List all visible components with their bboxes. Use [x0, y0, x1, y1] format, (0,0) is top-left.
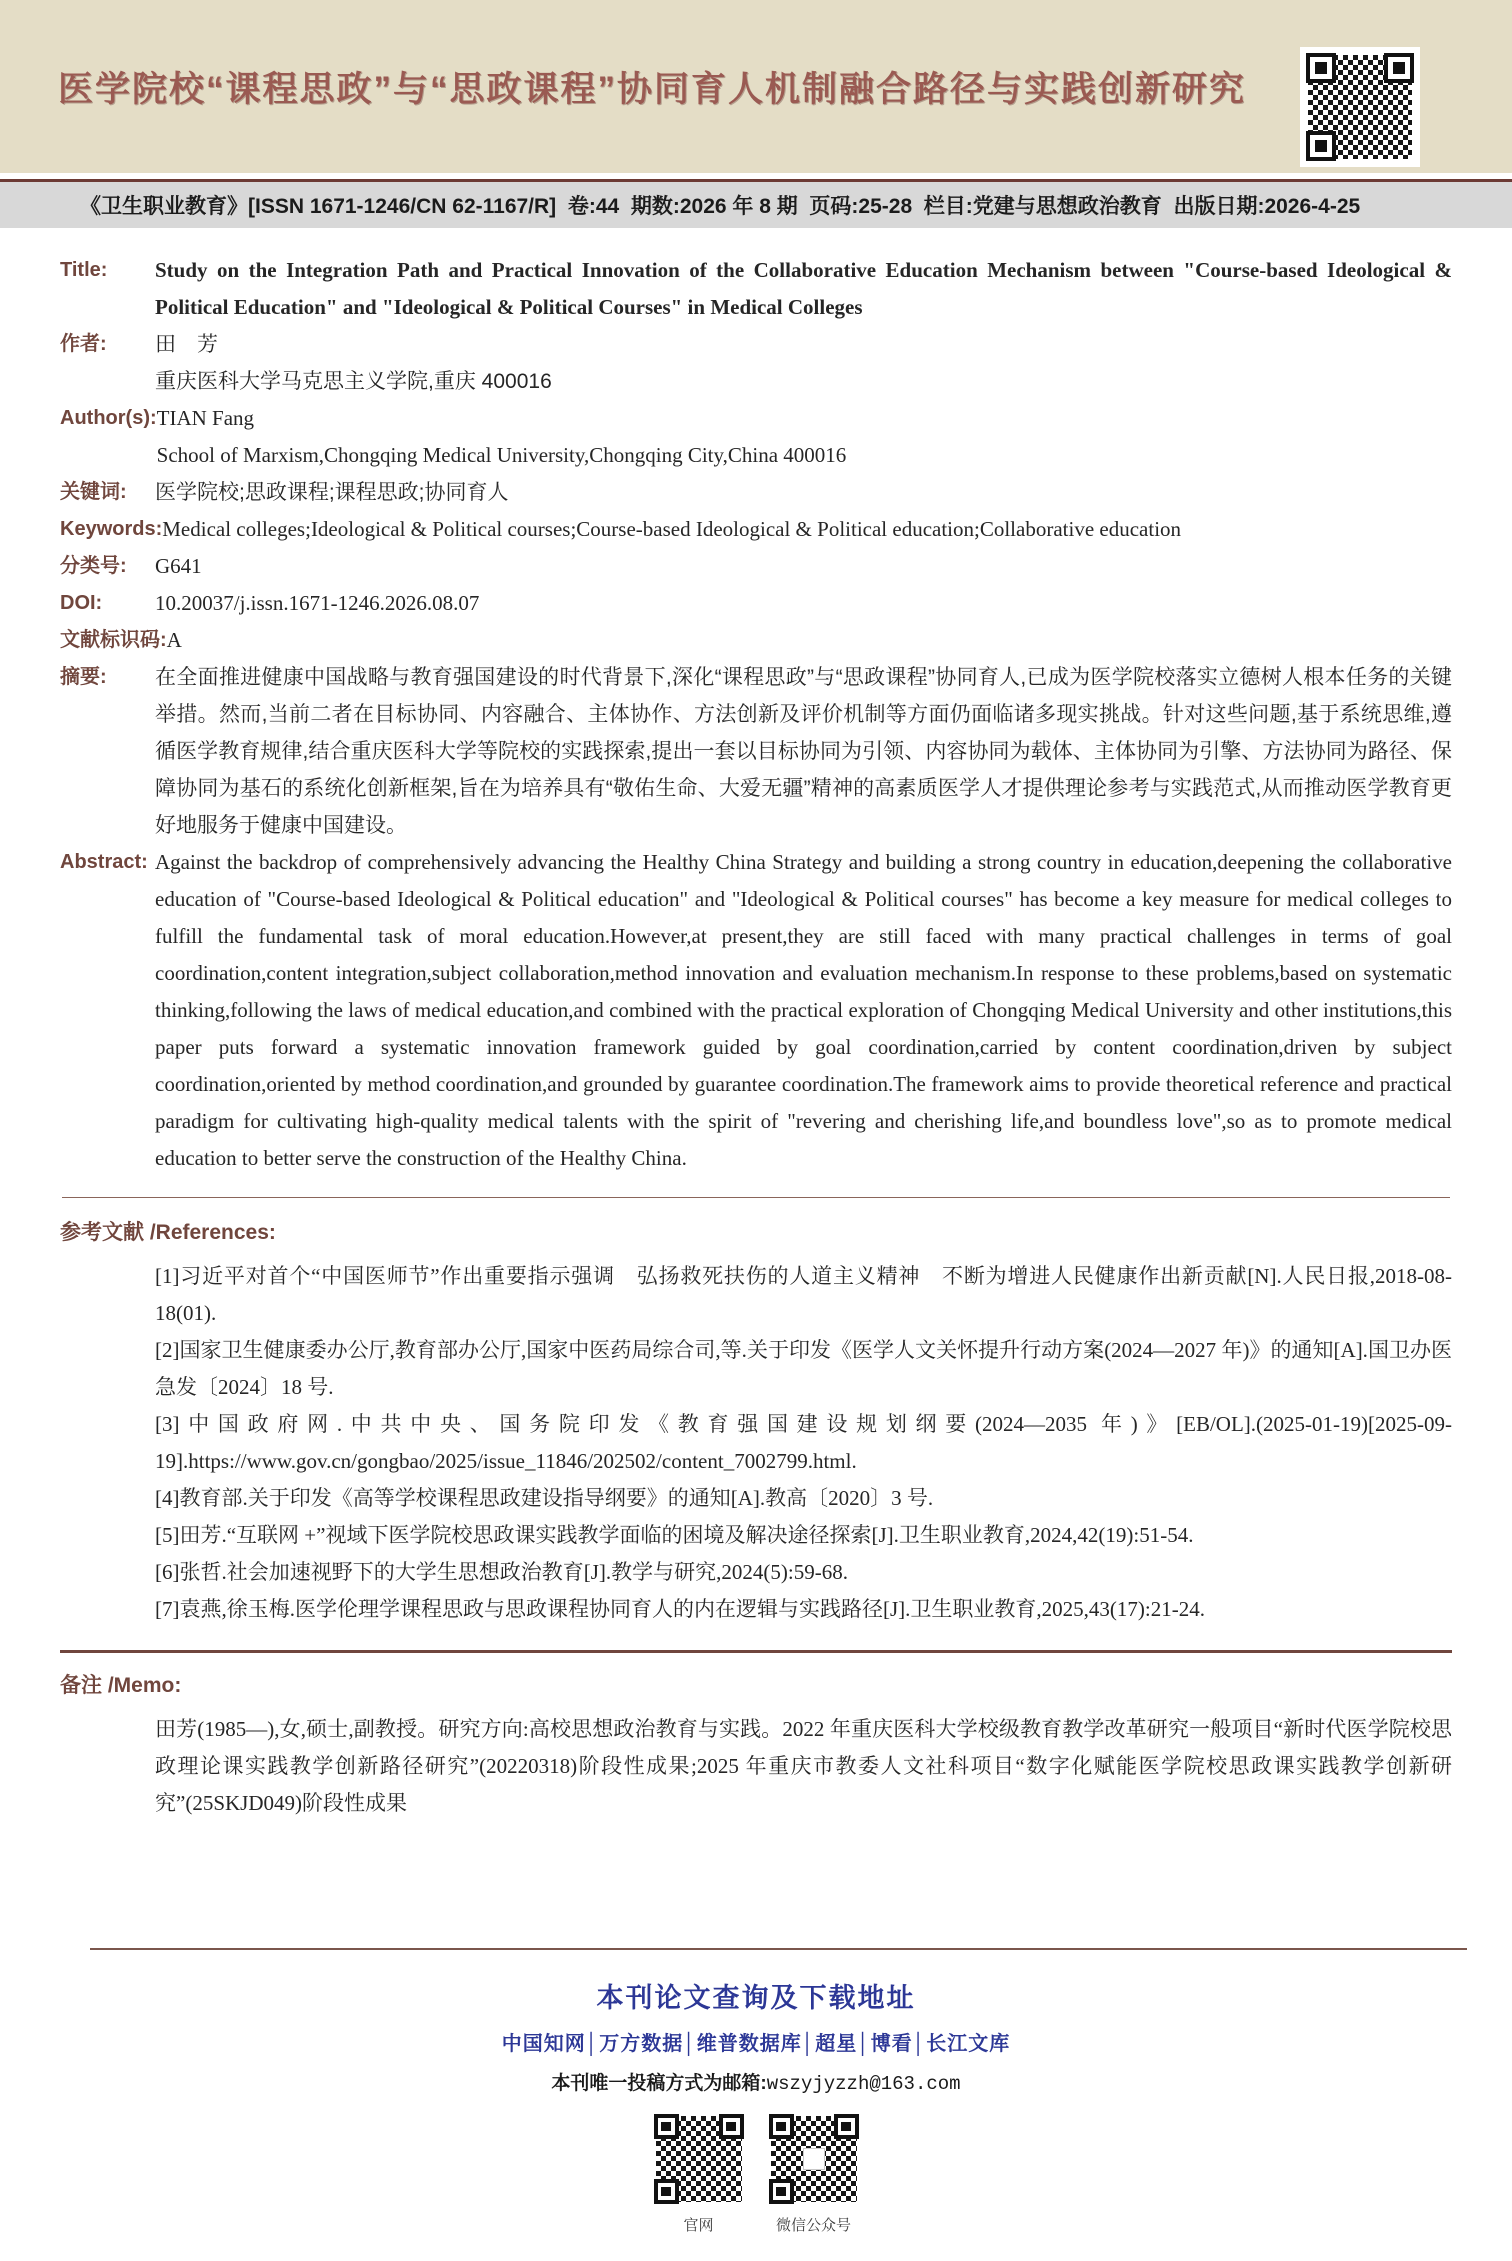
memo-text: 田芳(1985—),女,硕士,副教授。研究方向:高校思想政治教育与实践。2022 年重庆医科大学校级教育教学改革研究一般项目“新时代医学院校思政理论课实践教学创新路径研究”(20220318)阶段性成果;2025 年重庆市教委人文社科项目“数字化赋能医学院校思政课实践教学创新研究”(25SKJD049)阶段性成果	[155, 1717, 1452, 1815]
field-label: Title:	[60, 259, 108, 281]
footer-qr-row	[0, 2109, 1512, 2235]
field-clc	[60, 548, 1452, 585]
field-value: 10.20037/j.issn.1671-1246.2026.08.07	[155, 591, 480, 615]
field-label: 文献标识码:	[60, 629, 167, 651]
field-label: 作者:	[60, 333, 107, 355]
article-qr-code	[1300, 47, 1420, 167]
memo-header: 备注 /Memo:	[60, 1674, 182, 1697]
field-label: 摘要:	[60, 666, 107, 688]
footer-email-prefix: 本刊唯一投稿方式为邮箱:	[551, 2073, 767, 2094]
header	[0, 0, 1512, 173]
wechat-qr-code	[764, 2109, 864, 2209]
article-title-zh: 医学院校“课程思政”与“思政课程”协同育人机制融合路径与实践创新研究	[58, 70, 1247, 109]
reference-item: [5]田芳.“互联网 +”视域下医学院校思政课实践教学面临的困境及解决途径探索[J].卫生职业教育,2024,42(19):51-54.	[155, 1523, 1194, 1547]
qr-finder-icon	[1306, 53, 1336, 83]
article-meta	[0, 228, 1512, 1922]
field-label: 分类号:	[60, 555, 127, 577]
field-label: Abstract:	[60, 851, 148, 873]
references-list	[155, 1258, 1452, 1628]
references-header: 参考文献 /References:	[60, 1221, 276, 1244]
field-abstract-en	[60, 844, 1452, 1177]
field-label: Author(s):	[60, 407, 157, 429]
author-name-en: TIAN Fang	[156, 406, 255, 430]
field-value: 医学院校;思政课程;课程思政;协同育人	[155, 481, 509, 504]
reference-item: [6]张哲.社会加速视野下的大学生思想政治教育[J].教学与研究,2024(5):59-68.	[155, 1560, 848, 1584]
field-keywords-zh	[60, 474, 1452, 511]
reference-item: [7]袁燕,徐玉梅.医学伦理学课程思政与思政课程协同育人的内在逻辑与实践路径[J].卫生职业教育,2025,43(17):21-24.	[155, 1597, 1205, 1621]
field-abstract-zh	[60, 659, 1452, 844]
journal-footer	[0, 1922, 1512, 2261]
field-label: 关键词:	[60, 481, 127, 503]
footer-email-line	[0, 2068, 1512, 2095]
field-value: G641	[155, 554, 202, 578]
footer-email-address: wszyjyzzh@163.com	[766, 2073, 961, 2095]
site-qr-code	[649, 2109, 749, 2209]
section-divider	[62, 1197, 1450, 1198]
qr-finder-icon	[654, 2179, 679, 2204]
qr-finder-icon	[654, 2114, 679, 2139]
footer-qr-site	[649, 2109, 749, 2235]
field-doi	[60, 585, 1452, 622]
reference-item: [4]教育部.关于印发《高等学校课程思政建设指导纲要》的通知[A].教高〔2020〕3 号.	[155, 1486, 934, 1510]
footer-qr-wechat	[764, 2109, 864, 2235]
reference-item: [1]习近平对首个“中国医师节”作出重要指示强调 弘扬救死扶伤的人道主义精神 不断为增进人民健康作出新贡献[N].人民日报,2018-08-18(01).	[155, 1264, 1452, 1325]
site-qr-label: 官网	[683, 2218, 714, 2234]
field-value: A	[166, 628, 182, 652]
reference-item: [3]中国政府网.中共中央、国务院印发《教育强国建设规划纲要(2024—2035 年)》[EB/OL].(2025-01-19)[2025-09-19].https://www.gov.cn/gongbao/2025/issue_11846/202502/content_7002799.html.	[155, 1412, 1452, 1473]
qr-finder-icon	[1306, 131, 1336, 161]
field-label: DOI:	[60, 592, 103, 614]
field-doc-code	[60, 622, 1452, 659]
wechat-qr-label: 微信公众号	[775, 2218, 851, 2234]
author-affiliation-en: School of Marxism,Chongqing Medical University,Chongqing City,China 400016	[156, 443, 847, 467]
journal-info-bar	[0, 182, 1512, 228]
footer-title: 本刊论文查询及下载地址	[596, 1983, 916, 2013]
qr-finder-icon	[1384, 53, 1414, 83]
field-label: Keywords:	[60, 518, 163, 540]
field-value: Against the backdrop of comprehensively advancing the Healthy China Strategy and building a strong country in education,deepening the collaborative education of "Course-based Ideological & Political education" and "Ideological & Political courses" has become a key measure for medical colleges to fulfill the fundamental task of moral education.However,at present,they are still faced with many practical challenges in terms of goal coordination,content integration,subject collaboration,method innovation and evaluation mechanism.In response to these problems,based on systematic thinking,following the laws of medical education,and combined with the practical exploration of Chongqing Medical University and other institutions,this paper puts forward a systematic innovation framework guided by goal coordination,carried by content coordination,driven by subject coordination,oriented by method coordination,and grounded by guarantee coordination.The framework aims to provide theoretical reference and practical paradigm for cultivating high-quality medical talents with the spirit of "revering and cherishing life,and boundless love",so as to promote medical education to better serve the construction of the Healthy China.	[155, 850, 1452, 1170]
reference-item: [2]国家卫生健康委办公厅,教育部办公厅,国家中医药局综合司,等.关于印发《医学人文关怀提升行动方案(2024—2027 年)》的通知[A].国卫办医急发〔2024〕18 号.	[155, 1338, 1452, 1399]
qr-finder-icon	[719, 2114, 744, 2139]
field-author-en	[60, 400, 1452, 474]
field-value: Medical colleges;Ideological & Political courses;Course-based Ideological & Political education;Collaborative education	[162, 517, 1182, 541]
field-value: 在全面推进健康中国战略与教育强国建设的时代背景下,深化“课程思政”与“思政课程”协同育人,已成为医学院校落实立德树人根本任务的关键举措。然而,当前二者在目标协同、内容融合、主体协作、方法创新及评价机制等方面仍面临诸多现实挑战。针对这些问题,基于系统思维,遵循医学教育规律,结合重庆医科大学等院校的实践探索,提出一套以目标协同为引领、内容协同为载体、主体协同为引擎、方法协同为路径、保障协同为基石的系统化创新框架,旨在为培养具有“敬佑生命、大爱无疆”精神的高素质医学人才提供理论参考与实践范式,从而推动医学教育更好地服务于健康中国建设。	[155, 666, 1452, 837]
section-divider	[60, 1650, 1452, 1653]
footer-divider	[90, 1948, 1467, 1950]
qr-finder-icon	[769, 2179, 794, 2204]
field-keywords-en	[60, 511, 1452, 548]
footer-databases: 中国知网│万方数据│维普数据库│超星│博看│长江文库	[501, 2033, 1011, 2055]
field-author-zh	[60, 326, 1452, 400]
qr-finder-icon	[834, 2114, 859, 2139]
author-name-zh: 田 芳	[155, 333, 218, 356]
field-value: Study on the Integration Path and Practical Innovation of the Collaborative Education Mechanism between "Course-based Ideological & Political Education" and "Ideological & Political Courses" in Medical Colleges	[155, 258, 1452, 319]
author-affiliation-zh: 重庆医科大学马克思主义学院,重庆 400016	[155, 370, 552, 393]
journal-info-text: 《卫生职业教育》[ISSN 1671-1246/CN 62-1167/R] 卷:44 期数:2026 年 8 期 页码:25-28 栏目:党建与思想政治教育 出版日期:2026-4-25	[80, 195, 1361, 218]
wechat-logo-icon	[803, 2148, 825, 2170]
qr-finder-icon	[769, 2114, 794, 2139]
field-value	[157, 400, 1452, 474]
field-title-en	[60, 252, 1452, 326]
field-value	[155, 326, 1452, 400]
